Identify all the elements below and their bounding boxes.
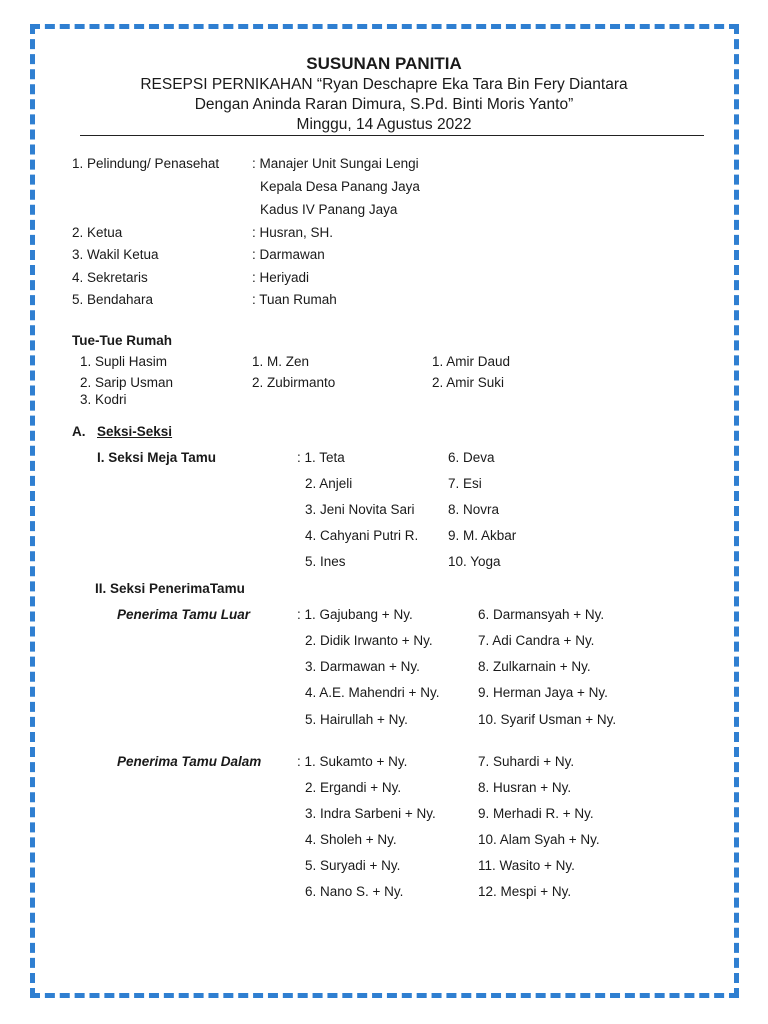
officer-label: 2. Ketua xyxy=(72,225,123,240)
penerima-dalam-member: 11. Wasito + Ny. xyxy=(478,858,575,873)
tue-member: 1. M. Zen xyxy=(252,354,310,369)
section-heading: Seksi-Seksi xyxy=(97,424,173,439)
officer-value: : Manajer Unit Sungai Lengi xyxy=(252,156,419,171)
penerima-luar-member: 4. A.E. Mahendri + Ny. xyxy=(305,685,440,700)
penerima-dalam-member: 3. Indra Sarbeni + Ny. xyxy=(305,806,436,821)
event-date: Minggu, 14 Agustus 2022 xyxy=(296,116,472,133)
penerima-dalam-member: 5. Suryadi + Ny. xyxy=(305,858,401,873)
document-title: SUSUNAN PANITIA xyxy=(306,54,462,73)
penerima-dalam-member: 8. Husran + Ny. xyxy=(478,780,572,795)
officer-value: : Darmawan xyxy=(252,247,325,262)
subtitle-line-1: RESEPSI PERNIKAHAN “Ryan Deschapre Eka Tara Bin Fery Diantara xyxy=(140,76,628,93)
tue-member: 1. Supli Hasim xyxy=(80,354,168,369)
meja-member: 7. Esi xyxy=(448,476,482,491)
penerima-dalam-member: 6. Nano S. + Ny. xyxy=(305,884,404,899)
section-marker: A. xyxy=(72,424,86,439)
meja-member: 4. Cahyani Putri R. xyxy=(305,528,419,543)
officer-label: 4. Sekretaris xyxy=(72,270,148,285)
officer-value: : Husran, SH. xyxy=(252,225,334,240)
tue-member: 2. Zubirmanto xyxy=(252,375,336,390)
meja-member: 6. Deva xyxy=(448,450,495,465)
penerima-luar-member: 3. Darmawan + Ny. xyxy=(305,659,420,674)
meja-member: 2. Anjeli xyxy=(305,476,353,491)
meja-member: 5. Ines xyxy=(305,554,346,569)
officer-value: : Heriyadi xyxy=(252,270,310,285)
officer-value: : Tuan Rumah xyxy=(252,292,337,307)
meja-member: : 1. Teta xyxy=(297,450,345,465)
tue-heading: Tue-Tue Rumah xyxy=(72,333,172,348)
header-divider xyxy=(80,135,704,136)
officer-value: Kepala Desa Panang Jaya xyxy=(260,179,420,194)
officer-label: 3. Wakil Ketua xyxy=(72,247,159,262)
meja-member: 10. Yoga xyxy=(448,554,501,569)
penerima-luar-member: 6. Darmansyah + Ny. xyxy=(478,607,605,622)
meja-member: 9. M. Akbar xyxy=(448,528,517,543)
tue-member: 3. Kodri xyxy=(80,392,127,407)
penerima-luar-member: 10. Syarif Usman + Ny. xyxy=(478,712,617,727)
subtitle-line-2: Dengan Aninda Raran Dimura, S.Pd. Binti Moris Yanto” xyxy=(194,96,574,113)
penerima-luar-label: Penerima Tamu Luar xyxy=(117,607,251,622)
penerima-luar-member: 7. Adi Candra + Ny. xyxy=(478,633,595,648)
penerima-luar-member: 9. Herman Jaya + Ny. xyxy=(478,685,608,700)
penerima-luar-member: : 1. Gajubang + Ny. xyxy=(297,607,413,622)
tue-member: 2. Amir Suki xyxy=(432,375,505,390)
penerima-dalam-label: Penerima Tamu Dalam xyxy=(117,754,262,769)
penerima-dalam-member: 7. Suhardi + Ny. xyxy=(478,754,575,769)
officer-label: 1. Pelindung/ Penasehat xyxy=(72,156,220,171)
penerima-tamu-heading: II. Seksi PenerimaTamu xyxy=(95,581,245,596)
penerima-dalam-member: : 1. Sukamto + Ny. xyxy=(297,754,408,769)
meja-member: 8. Novra xyxy=(448,502,500,517)
penerima-dalam-member: 12. Mespi + Ny. xyxy=(478,884,572,899)
meja-tamu-heading: I. Seksi Meja Tamu xyxy=(97,450,217,465)
penerima-dalam-member: 2. Ergandi + Ny. xyxy=(305,780,402,795)
penerima-luar-member: 8. Zulkarnain + Ny. xyxy=(478,659,591,674)
tue-member: 2. Sarip Usman xyxy=(80,375,174,390)
penerima-dalam-member: 9. Merhadi R. + Ny. xyxy=(478,806,594,821)
officer-label: 5. Bendahara xyxy=(72,292,154,307)
penerima-dalam-member: 10. Alam Syah + Ny. xyxy=(478,832,600,847)
penerima-luar-member: 2. Didik Irwanto + Ny. xyxy=(305,633,433,648)
penerima-luar-member: 5. Hairullah + Ny. xyxy=(305,712,408,727)
meja-member: 3. Jeni Novita Sari xyxy=(305,502,415,517)
tue-member: 1. Amir Daud xyxy=(432,354,511,369)
officer-value: Kadus IV Panang Jaya xyxy=(260,202,398,217)
penerima-dalam-member: 4. Sholeh + Ny. xyxy=(305,832,397,847)
